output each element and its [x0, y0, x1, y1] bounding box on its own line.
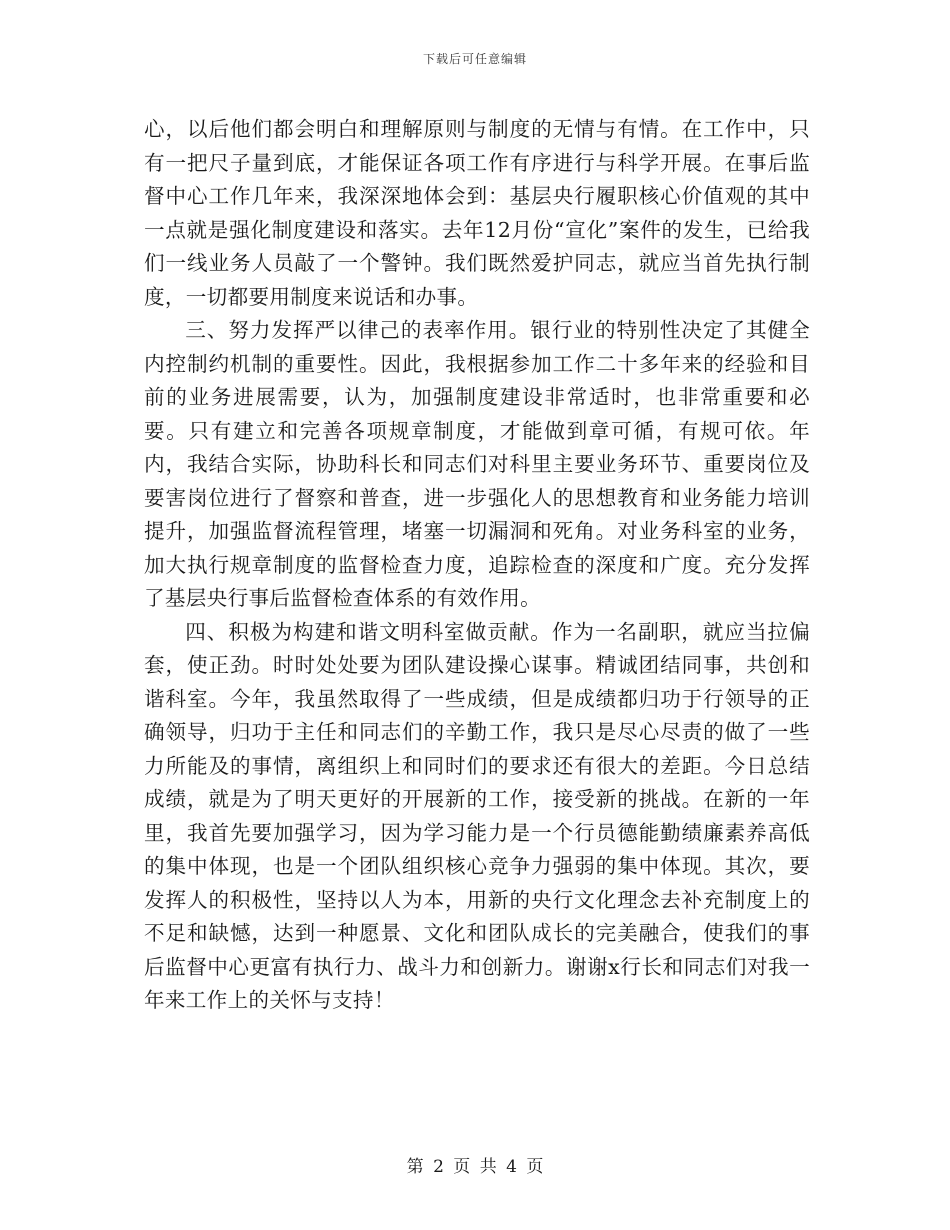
page-header: 下载后可任意编辑 [422, 52, 527, 66]
document-body [144, 113, 810, 1018]
page-number-footer: 第 2 页 共 4 页 [406, 1157, 544, 1177]
paragraph-continuation: 心，以后他们都会明白和理解原则与制度的无情与有情。在工作中，只有一把尺子量到底，才能保证各项工作有序进行与科学开展。在事后监督中心工作几年来，我深深地体会到：基层央行履职核心价值观的其中一点就是强化制度建设和落实。去年12月份“宣化”案件的发生，已给我们一线业务人员敲了一个警钟。我们既然爱护同志，就应当首先执行制度，一切都要用制度来说话和办事。 [144, 117, 810, 309]
paragraph-section-three: 三、努力发挥严以律己的表率作用。银行业的特别性决定了其健全内控制约机制的重要性。因此，我根据参加工作二十多年来的经验和目前的业务进展需要，认为，加强制度建设非常适时，也非常重要和必要。只有建立和完善各项规章制度，才能做到章可循，有规可依。年内，我结合实际，协助科长和同志们对科里主要业务环节、重要岗位及要害岗位进行了督察和普查，进一步强化人的思想教育和业务能力培训提升，加强监督流程管理，堵塞一切漏洞和死角。对业务科室的业务，加大执行规章制度的监督检查力度，追踪检查的深度和广度。充分发挥了基层央行事后监督检查体系的有效作用。 [144, 318, 810, 610]
paragraph-section-four: 四、积极为构建和谐文明科室做贡献。作为一名副职，就应当拉偏套，使正劲。时时处处要为团队建设操心谋事。精诚团结同事，共创和谐科室。今年，我虽然取得了一些成绩，但是成绩都归功于行领导的正确领导，归功于主任和同志们的辛勤工作，我只是尽心尽责的做了一些力所能及的事情，离组织上和同时们的要求还有很大的差距。今日总结成绩，就是为了明天更好的开展新的工作，接受新的挑战。在新的一年里，我首先要加强学习，因为学习能力是一个行员德能勤绩廉素养高低的集中体现，也是一个团队组织核心竞争力强弱的集中体现。其次，要发挥人的积极性，坚持以人为本，用新的央行文化理念去补充制度上的不足和缺憾，达到一种愿景、文化和团队成长的完美融合，使我们的事后监督中心更富有执行力、战斗力和创新力。谢谢x行长和同志们对我一年来工作上的关怀与支持！ [144, 619, 810, 1012]
